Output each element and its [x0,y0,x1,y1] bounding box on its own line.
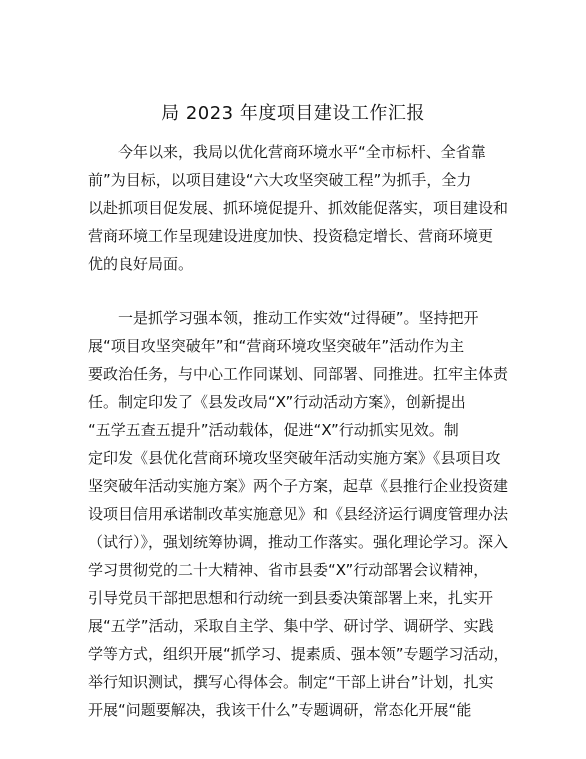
paragraph-spacer [88,278,504,304]
text-line: 任。制定印发了《县发改局“X”行动活动方案》，创新提出 [88,393,466,411]
text-line: 学等方式，组织开展“抓学习、提素质、强本领”专题学习活动， [88,645,509,663]
text-line: （试行）》，强划统筹协调，推动工作落实。强化理论学习。深入 [88,533,509,551]
paragraph-intro [88,138,509,278]
text-line: 以赴抓项目促发展、抓环境促提升、抓效能促落实，项目建设和 [88,199,509,217]
text-line: 学习贯彻党的二十大精神、省市县委“X”行动部署会议精神， [88,561,489,579]
text-line: 优的良好局面。 [88,255,194,273]
document-title: 局 2023 年度项目建设工作汇报 [161,103,425,124]
text-line: 设项目信用承诺制改革实施意见》和《县经济运行调度管理办法 [88,505,509,523]
text-line: 一是抓学习强本领，推动工作实效“过得硬”。坚持把开 [118,309,479,327]
text-line: 定印发《县优化营商环境攻坚突破年活动实施方案》《县项目攻 [88,449,501,467]
text-line: “五学五查五提升”活动载体，促进“X”行动抓实见效。制 [88,421,459,439]
text-line: 开展“问题要解决，我该干什么”专题调研，常态化开展“能 [88,701,472,719]
text-line: 坚突破年活动实施方案》两个子方案，起草《县推行企业投资建 [88,477,509,495]
text-line: 举行知识测试，撰写心得体会。制定“干部上讲台”计划，扎实 [88,673,494,691]
text-line: 要政治任务，与中心工作同谋划、同部署、同推进。扛牢主体责 [88,365,509,383]
text-line: 展“项目攻坚突破年”和“营商环境攻坚突破年”活动作为主 [88,337,465,355]
text-line: 营商环境工作呈现建设进度加快、投资稳定增长、营商环境更 [88,227,494,245]
text-line: 今年以来，我局以优化营商环境水平“全市标杆、全省靠 [118,143,486,161]
text-line: 引导党员干部把思想和行动统一到县委决策部署上来，扎实开 [88,589,494,607]
text-line: 前”为目标，以项目建设“六大攻坚突破工程”为抓手，全力 [88,171,472,189]
paragraph-study [88,304,509,724]
document-body [88,138,509,724]
text-line: 展“五学”活动，采取自主学、集中学、研讨学、调研学、实践 [88,617,494,635]
